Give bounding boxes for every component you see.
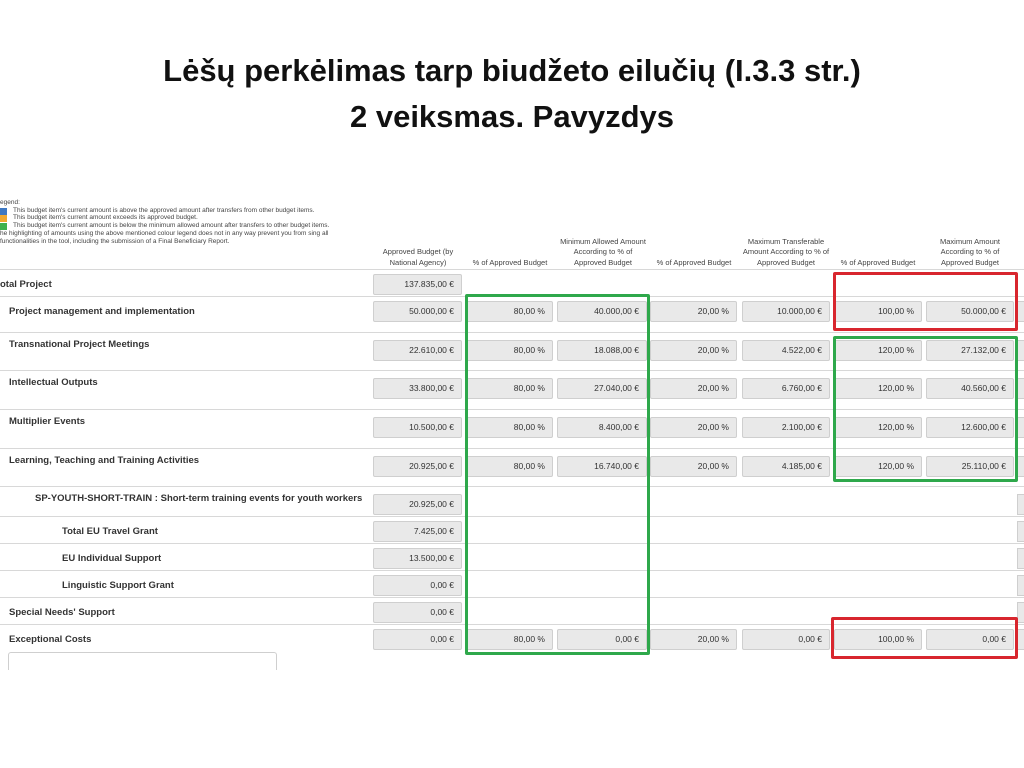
budget-value-field: 80,00 % — [466, 301, 553, 322]
column-header: Maximum Transferable Amount According to % of Approved Budget — [742, 236, 830, 267]
slide-title-line1: Lėšų perkėlimas tarp biudžeto eilučių (I.3.3 str.) — [163, 53, 861, 88]
budget-value-field: 40.000,00 € — [557, 301, 647, 322]
clipped-value-field — [1017, 521, 1024, 542]
budget-value-field: 100,00 % — [834, 301, 922, 322]
legend-text: This budget item's current amount is below the minimum allowed amount after transfers to other budget items. — [13, 221, 330, 229]
clipped-value-field — [1017, 417, 1024, 438]
budget-value-field: 33.800,00 € — [373, 378, 462, 399]
budget-value-field: 80,00 % — [466, 340, 553, 361]
budget-value-field: 120,00 % — [834, 340, 922, 361]
clipped-value-field — [1017, 602, 1024, 623]
budget-value-field: 7.425,00 € — [373, 521, 462, 542]
row-label: Project management and implementation — [9, 306, 195, 317]
column-header: % of Approved Budget — [472, 257, 548, 267]
budget-value-field: 27.132,00 € — [926, 340, 1014, 361]
budget-value-field: 0,00 € — [373, 602, 462, 623]
green-highlight-maximum — [833, 336, 1018, 482]
budget-value-field: 20,00 % — [650, 301, 737, 322]
budget-value-field: 12.600,00 € — [926, 417, 1014, 438]
red-highlight-exceptional-costs — [831, 617, 1018, 659]
budget-value-field: 120,00 % — [834, 378, 922, 399]
budget-value-field: 120,00 % — [834, 456, 922, 477]
row-label: otal Project — [0, 279, 52, 290]
budget-value-field: 120,00 % — [834, 417, 922, 438]
budget-value-field: 4.185,00 € — [742, 456, 830, 477]
budget-value-field: 4.522,00 € — [742, 340, 830, 361]
budget-value-field: 20,00 % — [650, 417, 737, 438]
budget-value-field: 16.740,00 € — [557, 456, 647, 477]
budget-value-field: 25.110,00 € — [926, 456, 1014, 477]
column-header: Maximum Amount According to % of Approved Budget — [939, 236, 1001, 267]
legend-swatch-green — [0, 223, 7, 230]
clipped-value-field — [1017, 548, 1024, 569]
slide-title-line2: 2 veiksmas. Pavyzdys — [349, 99, 675, 134]
budget-value-field: 8.400,00 € — [557, 417, 647, 438]
budget-value-field: 0,00 € — [373, 629, 462, 650]
legend-item-blue — [0, 207, 340, 215]
clipped-value-field — [1017, 301, 1024, 322]
row-label: Multiplier Events — [9, 416, 86, 427]
row-label: Intellectual Outputs — [9, 377, 98, 388]
budget-value-field: 137.835,00 € — [373, 274, 462, 295]
budget-value-field: 2.100,00 € — [742, 417, 830, 438]
budget-value-field: 18.088,00 € — [557, 340, 647, 361]
green-highlight-minimum — [465, 294, 650, 655]
budget-value-field: 0,00 € — [742, 629, 830, 650]
budget-value-field: 10.000,00 € — [742, 301, 830, 322]
budget-value-field: 20,00 % — [650, 629, 737, 650]
row-label: Special Needs' Support — [9, 607, 115, 618]
row-label: Learning, Teaching and Training Activities — [9, 455, 200, 466]
budget-value-field: 27.040,00 € — [557, 378, 647, 399]
red-highlight-project-management — [833, 272, 1018, 331]
budget-value-field: 10.500,00 € — [373, 417, 462, 438]
budget-value-field: 80,00 % — [466, 417, 553, 438]
budget-value-field: 80,00 % — [466, 456, 553, 477]
clipped-value-field — [1017, 494, 1024, 515]
clipped-value-field — [1017, 575, 1024, 596]
color-legend — [0, 199, 340, 246]
legend-header: egend: — [0, 199, 20, 206]
budget-value-field: 80,00 % — [466, 378, 553, 399]
legend-item-orange — [0, 214, 340, 222]
budget-value-field: 20,00 % — [650, 378, 737, 399]
legend-note: he highlighting of amounts using the above mentioned colour legend does not in any way prevent you from sing all functionalities in the tool, including the submission of a Final Beneficiary Report. — [0, 230, 329, 245]
legend-text: This budget item's current amount exceeds its approved budget. — [13, 214, 198, 222]
slide-title — [0, 48, 1024, 140]
column-header: % of Approved Budget — [656, 257, 732, 267]
row-label: SP-YOUTH-SHORT-TRAIN : Short-term training events for youth workers — [35, 493, 363, 504]
row-label: EU Individual Support — [62, 553, 162, 564]
budget-value-field: 20,00 % — [650, 456, 737, 477]
clipped-value-field — [1017, 456, 1024, 477]
clipped-value-field — [1017, 340, 1024, 361]
column-header: Approved Budget (by National Agency) — [382, 247, 454, 267]
clipped-value-field — [1017, 629, 1024, 650]
column-header: Minimum Allowed Amount According to % of Approved Budget — [560, 236, 646, 267]
budget-value-field: 20.925,00 € — [373, 494, 462, 515]
budget-value-field: 80,00 % — [466, 629, 553, 650]
legend-item-green — [0, 222, 340, 230]
row-label: Transnational Project Meetings — [9, 339, 150, 350]
budget-value-field: 50.000,00 € — [373, 301, 462, 322]
clipped-value-field — [1017, 378, 1024, 399]
budget-value-field: 6.760,00 € — [742, 378, 830, 399]
row-label: Exceptional Costs — [9, 634, 92, 645]
column-header: % of Approved Budget — [840, 257, 916, 267]
header-divider — [0, 269, 1024, 270]
legend-text: This budget item's current amount is above the approved amount after transfers from other budget items. — [13, 206, 315, 214]
budget-value-field: 50.000,00 € — [926, 301, 1014, 322]
budget-value-field: 13.500,00 € — [373, 548, 462, 569]
budget-value-field: 22.610,00 € — [373, 340, 462, 361]
row-label: Linguistic Support Grant — [62, 580, 174, 591]
budget-value-field: 100,00 % — [834, 629, 922, 650]
budget-value-field: 20,00 % — [650, 340, 737, 361]
comment-input[interactable] — [8, 652, 277, 670]
budget-value-field: 0,00 € — [926, 629, 1014, 650]
budget-value-field: 0,00 € — [373, 575, 462, 596]
row-label: Total EU Travel Grant — [62, 526, 158, 537]
budget-value-field: 0,00 € — [557, 629, 647, 650]
budget-value-field: 40.560,00 € — [926, 378, 1014, 399]
budget-value-field: 20.925,00 € — [373, 456, 462, 477]
